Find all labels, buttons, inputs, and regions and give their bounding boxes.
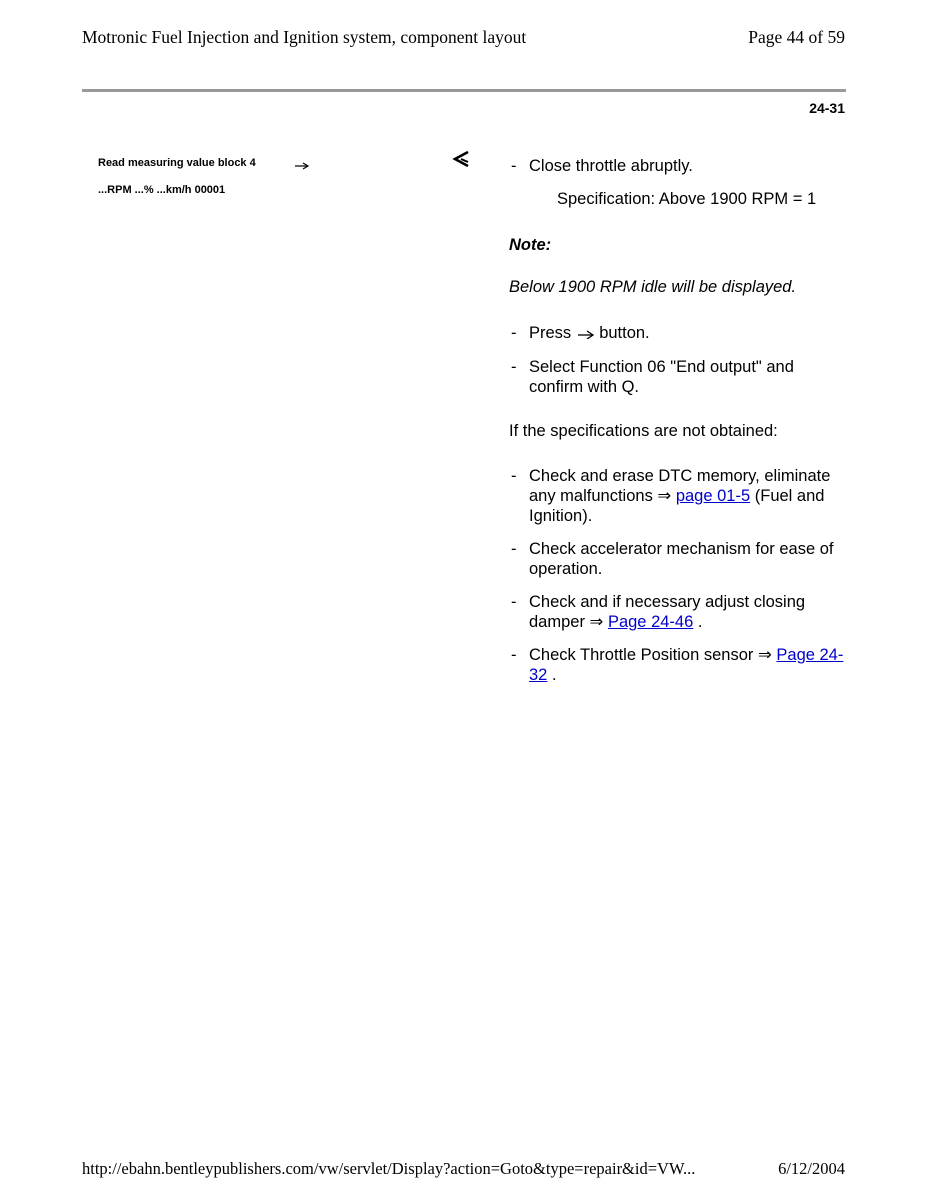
- step-select-function: - Select Function 06 "End output" and confirm with Q.: [511, 357, 794, 396]
- footer-date: 6/12/2004: [778, 1159, 845, 1178]
- step-check-tps: - Check Throttle Position sensor ⇒ Page 24-32 .: [511, 645, 844, 684]
- link-page-01-5[interactable]: page 01-5: [675, 486, 751, 505]
- note-heading: Note:: [509, 236, 552, 254]
- section-page-number: 24-31: [809, 100, 845, 116]
- condition-text: If the specifications are not obtained:: [509, 421, 778, 440]
- step-close-throttle: - Close throttle abruptly.: [511, 157, 693, 175]
- footer-url: http://ebahn.bentleypublishers.com/vw/servlet/Display?action=Goto&type=repair&id=VW...: [82, 1159, 696, 1178]
- document-title: Motronic Fuel Injection and Ignition system, component layout: [82, 27, 527, 47]
- link-page-24-32[interactable]: Page 24-32: [529, 645, 844, 684]
- right-arrow-icon: [294, 158, 310, 176]
- link-page-24-46[interactable]: Page 24-46: [607, 612, 694, 631]
- header-divider: [82, 89, 846, 92]
- step-check-dtc: - Check and erase DTC memory, eliminate any malfunctions ⇒ page 01-5 (Fuel and Ignition).: [511, 466, 831, 525]
- page-indicator: Page 44 of 59: [748, 27, 845, 47]
- procedure-column: [509, 156, 849, 685]
- right-arrow-icon: [577, 324, 595, 344]
- measuring-block-title: Read measuring value block 4: [98, 157, 256, 169]
- step-check-accelerator: - Check accelerator mechanism for ease of operation.: [511, 539, 834, 578]
- step-check-damper: - Check and if necessary adjust closing damper ⇒ Page 24-46 .: [511, 592, 806, 631]
- note-text: Below 1900 RPM idle will be displayed.: [509, 278, 797, 296]
- specification-text: Specification: Above 1900 RPM = 1: [557, 190, 817, 208]
- figure-marker-icon: [452, 149, 472, 174]
- measuring-block-value: ...RPM ...% ...km/h 00001: [98, 184, 226, 196]
- step-press-button: - Press button.: [511, 324, 650, 342]
- measuring-block-display: [98, 154, 473, 214]
